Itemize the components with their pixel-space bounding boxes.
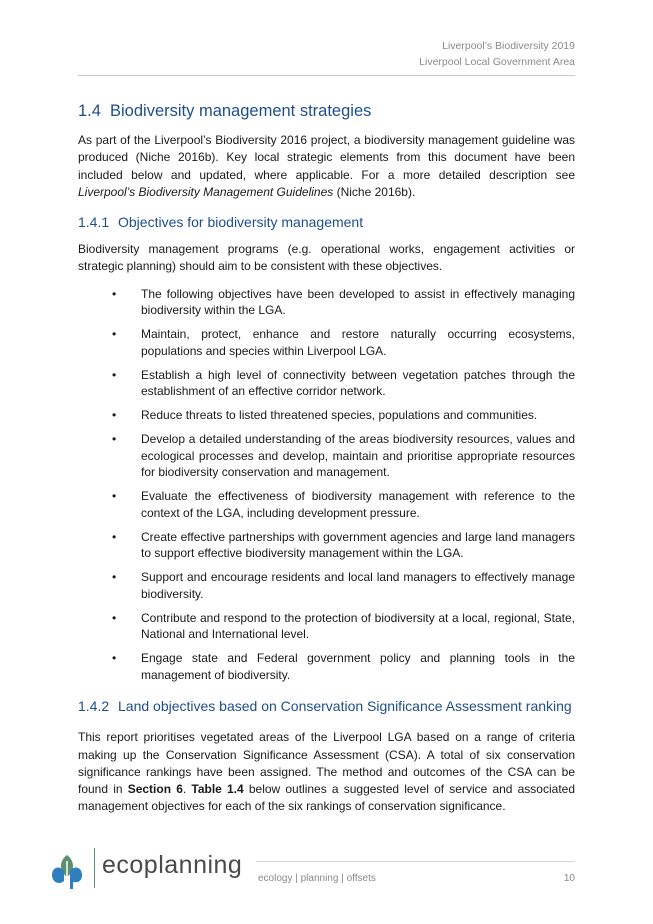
paragraph-text: As part of the Liverpool’s Biodiversity 2016 project, a biodiversity management guideline was produced (Niche 2016b). Key local strategic elements from this document have been included below and updated, where applicable. For a more detailed description see: [78, 133, 575, 182]
bullet-icon: •: [112, 408, 117, 423]
bullet-icon: •: [112, 327, 117, 342]
footer-divider: [256, 861, 575, 862]
bullet-icon: •: [112, 489, 117, 504]
bullet-icon: •: [112, 432, 117, 447]
objectives-list: [78, 286, 575, 684]
objective-list-item: [78, 326, 575, 359]
objective-text: Evaluate the effectiveness of biodiversity management with reference to the context of the LGA, including development pressure.: [141, 489, 575, 520]
ecoplanning-logo-icon: [48, 851, 86, 891]
bullet-icon: •: [112, 651, 117, 666]
objective-text: Contribute and respond to the protection of biodiversity at a local, regional, State, National and International level.: [141, 610, 575, 642]
subsection-number: 1.4.1: [78, 214, 110, 231]
bullet-icon: •: [112, 570, 117, 585]
section-number: 1.4: [78, 102, 101, 120]
objective-list-item: [78, 367, 575, 400]
objective-text: Engage state and Federal government policy and planning tools in the management of biodiversity.: [141, 651, 575, 682]
section-1-4-paragraph: [78, 132, 575, 201]
subsection-title: Land objectives based on Conservation Significance Assessment ranking: [118, 698, 572, 715]
bullet-icon: •: [112, 529, 117, 544]
bullet-icon: •: [112, 610, 117, 625]
csa-paragraph: [78, 729, 575, 815]
paragraph-text: .: [182, 782, 192, 797]
objective-text: Establish a high level of connectivity between vegetation patches through the establishment of an effective corridor network.: [141, 367, 575, 399]
header-report-title: Liverpool’s Biodiversity 2019: [442, 40, 575, 52]
objective-list-item: [78, 529, 575, 562]
logo-divider: [94, 848, 95, 888]
objective-list-item: [78, 431, 575, 481]
objective-text: Support and encourage residents and local land managers to effectively manage biodiversity.: [141, 570, 575, 601]
running-header: [419, 38, 575, 70]
paragraph-text-end: (Niche 2016b).: [333, 184, 416, 199]
objective-list-item: [78, 407, 575, 424]
paragraph-text: below outlines a suggested level of service and associated management objectives for each of the six rankings of conservation significance.: [78, 782, 575, 814]
paragraph-text: This report prioritises vegetated areas of the Liverpool LGA based on a range of criteria making up the Conservation Significance Assessment (CSA). A total of six conservation significance rankings have been assigned. The method and outcomes of the CSA can be found in: [78, 730, 575, 797]
guideline-title-italic: Liverpool’s Biodiversity Management Guidelines: [78, 184, 334, 199]
header-divider: [78, 75, 575, 76]
section-1-4-2-heading: [78, 697, 575, 715]
objective-list-item: [78, 488, 575, 521]
subsection-title: Objectives for biodiversity management: [118, 214, 364, 231]
objective-list-item: [78, 286, 575, 319]
section-reference: Section 6: [127, 782, 183, 797]
header-area: Liverpool Local Government Area: [419, 56, 575, 68]
objective-list-item: [78, 610, 575, 643]
table-reference: Table 1.4: [191, 782, 244, 797]
objective-text: Develop a detailed understanding of the areas biodiversity resources, values and ecological processes and develop, maintain and prioritise appropriate resources for biodiversity conservation and management.: [141, 432, 575, 480]
bullet-icon: •: [112, 286, 117, 301]
page-body: [78, 100, 575, 826]
page-number: 10: [563, 873, 575, 884]
objective-text: Reduce threats to listed threatened species, populations and communities.: [141, 408, 538, 423]
section-1-4-1-heading: [78, 213, 575, 231]
footer-tagline: ecology | planning | offsets: [258, 873, 376, 884]
section-title: Biodiversity management strategies: [110, 102, 372, 120]
objectives-intro: Biodiversity management programs (e.g. operational works, engagement activities or strategic planning) should aim to be consistent with these objectives.: [78, 242, 575, 274]
section-1-4-heading: [78, 100, 575, 122]
objective-text: The following objectives have been developed to assist in effectively managing biodiversity within the LGA.: [141, 286, 575, 318]
objective-list-item: [78, 650, 575, 683]
objective-text: Maintain, protect, enhance and restore naturally occurring ecosystems, populations and species within Liverpool LGA.: [141, 327, 575, 358]
objective-text: Create effective partnerships with government agencies and large land managers to support effective biodiversity management within the LGA.: [141, 529, 575, 561]
ecoplanning-logo-text: ecoplanning: [102, 851, 243, 879]
subsection-number: 1.4.2: [78, 698, 110, 715]
bullet-icon: •: [112, 367, 117, 382]
objective-list-item: [78, 569, 575, 602]
